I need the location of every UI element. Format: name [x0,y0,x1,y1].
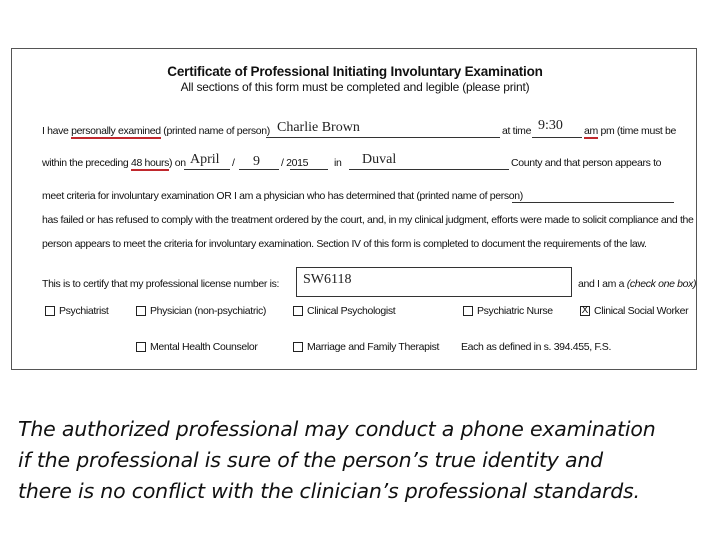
48-hours-text: 48 hours [130,157,170,169]
am-pm-text: am pm (time must be [584,125,676,137]
psychiatrist-checkbox[interactable] [45,306,55,316]
clinical-social-worker-label: Clinical Social Worker [594,305,689,317]
license-number-box[interactable] [296,267,572,297]
line3-text: meet criteria for involuntary examination OR I am a physician who has determined that (printed name of person) [42,190,523,202]
county-field[interactable]: Duval [362,152,397,167]
in-label: in [334,157,342,169]
county-underline [349,169,509,170]
form-title: Certificate of Professional Initiating Involuntary Examination [167,64,543,79]
year-underline [290,169,328,170]
license-label: This is to certify that my professional license number is: [42,278,280,290]
county-suffix: County and that person appears to [511,157,662,169]
caption-line-3: there is no conflict with the clinician’s professional standards. [18,479,640,503]
profession-label: and I am a (check one box) [578,278,697,290]
at-time-label: at time [502,125,532,137]
caption-line-1: The authorized professional may conduct a phone examination [18,417,656,441]
am-option: am [584,125,598,137]
person-name-field[interactable]: Charlie Brown [277,120,360,135]
month-field[interactable]: April [190,152,220,167]
license-number-field: SW6118 [303,272,352,287]
certificate-form [11,48,697,370]
year-field: / 2015 [281,157,309,169]
physician-checkbox[interactable] [136,306,146,316]
marriage-family-therapist-label: Marriage and Family Therapist [307,341,440,353]
physician-label: Physician (non-psychiatric) [150,305,267,317]
line1-text: I have personally examined (printed name of person) [42,125,270,137]
day-field[interactable]: 9 [253,154,260,169]
line5-text: person appears to meet the criteria for involuntary examination. Section IV of this form is completed to document the requirements of the law. [42,238,647,250]
month-underline [184,169,230,170]
caption-line-2: if the professional is sure of the person’s true identity and [18,448,603,472]
statute-footnote: Each as defined in s. 394.455, F.S. [461,341,612,353]
line4-text: has failed or has refused to comply with the treatment ordered by the court, and, in my clinical judgment, efforts were made to solicit compliance and the [42,214,694,226]
mental-health-counselor-checkbox[interactable] [136,342,146,352]
psychiatrist-label: Psychiatrist [59,305,109,317]
caption [18,414,708,507]
clinical-psychologist-checkbox[interactable] [293,306,303,316]
personally-examined-text: personally examined [71,125,161,137]
check-one-hint: (check one box) [626,278,697,290]
mental-health-counselor-label: Mental Health Counselor [150,341,258,353]
psychiatric-nurse-checkbox[interactable] [463,306,473,316]
marriage-family-therapist-checkbox[interactable] [293,342,303,352]
date-sep-1: / [232,157,235,169]
time-field[interactable]: 9:30 [538,118,563,133]
physician-name-underline [512,202,674,203]
clinical-psychologist-label: Clinical Psychologist [307,305,396,317]
psychiatric-nurse-label: Psychiatric Nurse [477,305,553,317]
time-underline [532,137,582,138]
name-underline [266,137,500,138]
form-subtitle: All sections of this form must be completed and legible (please print) [180,80,530,94]
line2-text: within the preceding 48 hours) on [42,157,186,169]
clinical-social-worker-checkbox[interactable]: X [581,305,589,316]
